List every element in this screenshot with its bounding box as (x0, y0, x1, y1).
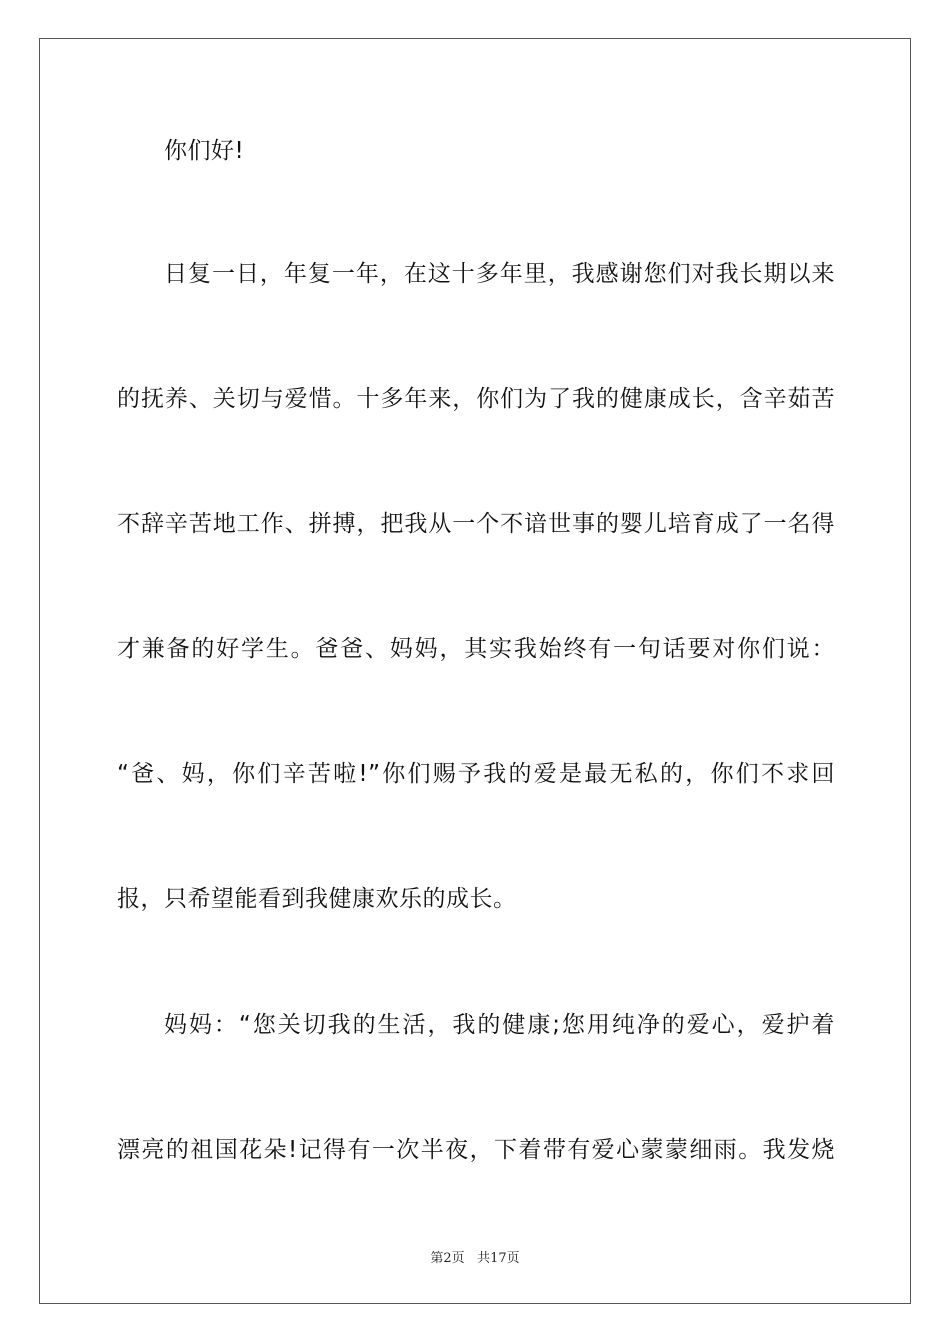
page-footer (0, 1247, 950, 1266)
page-total: 共17页 (477, 1251, 520, 1266)
paragraph-1-line-5: “爸、妈，你们辛苦啦!”你们赐予我的爱是最无私的，你们不求回 (117, 761, 835, 787)
page-frame (39, 38, 911, 1304)
greeting-line: 你们好! (164, 138, 245, 164)
paragraph-2-line-2: 漂亮的祖国花朵!记得有一次半夜，下着带有爱心蒙蒙细雨。我发烧 (117, 1137, 835, 1163)
paragraph-1-line-1: 日复一日，年复一年，在这十多年里，我感谢您们对我长期以来 (164, 261, 835, 287)
paragraph-1-line-2: 的抚养、关切与爱惜。十多年来，你们为了我的健康成长，含辛茹苦 (117, 386, 835, 412)
paragraph-1-line-4: 才兼备的好学生。爸爸、妈妈，其实我始终有一句话要对你们说： (117, 636, 835, 662)
paragraph-1-line-3: 不辞辛苦地工作、拼搏，把我从一个不谙世事的婴儿培育成了一名得 (117, 511, 835, 537)
paragraph-2-line-1: 妈妈：“您关切我的生活，我的健康;您用纯净的爱心，爱护着 (164, 1012, 835, 1038)
paragraph-1-line-6: 报，只希望能看到我健康欢乐的成长。 (117, 886, 517, 912)
page-number: 第2页 (430, 1251, 465, 1266)
